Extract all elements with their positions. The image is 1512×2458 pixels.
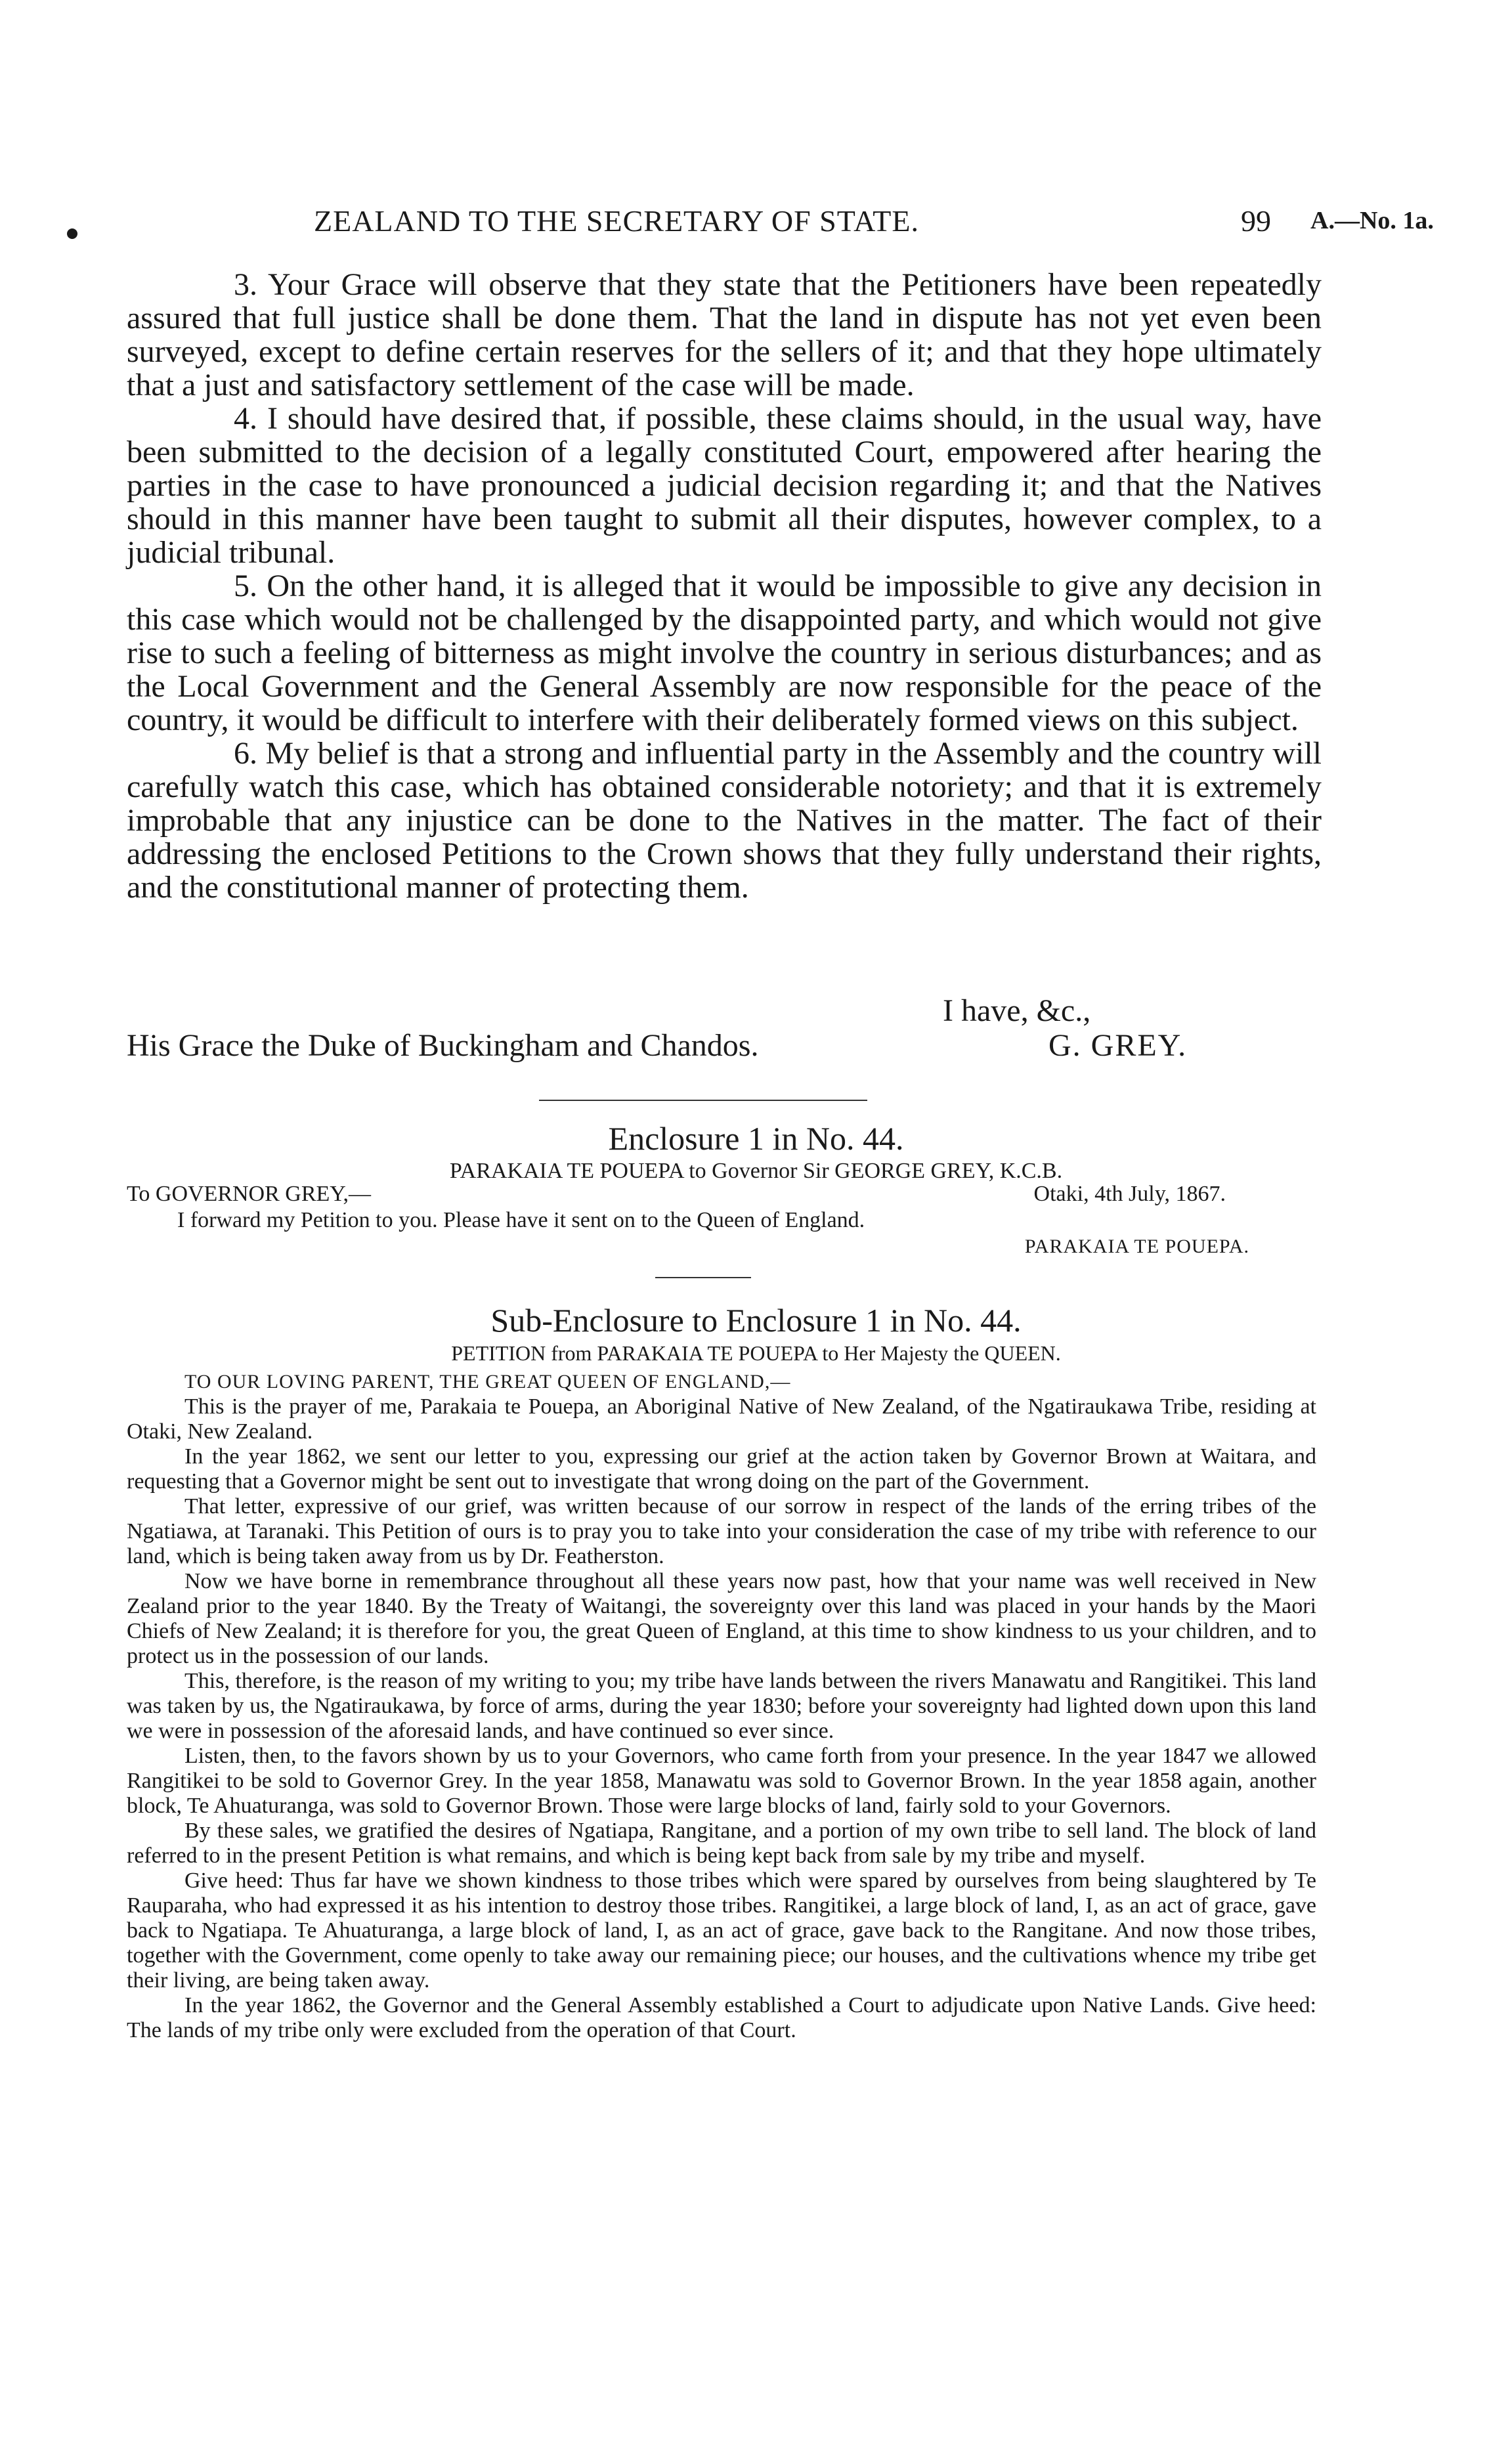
margin-dot [67, 228, 77, 239]
despatch-paragraph-4: 4. I should have desired that, if possible, these claims should, in the usual way, have been submitted to the decision of a legally constituted Court, empowered after hearing the parties in the case to have pronounced a judicial decision regarding it; and that the Natives should in this manner have been taught to submit all their disputes, however complex, to a judicial tribunal. [127, 401, 1322, 570]
petition-paragraph: This is the prayer of me, Parakaia te Pouepa, an Aboriginal Native of New Zealand, of the Ngatiraukawa Tribe, residing at Otaki, New Zealand. [127, 1394, 1316, 1444]
despatch-paragraph-5: 5. On the other hand, it is alleged that it would be impossible to give any decision in this case which would not be challenged by the disappointed party, and which would not give rise to such a feeling of bitterness as might involve the country in serious disturbances; and as the Local Government and the General Assembly are now responsible for the peace of the country, it would be difficult to interfere with their deliberately formed views on this subject. [127, 569, 1322, 737]
running-head: ZEALAND TO THE SECRETARY OF STATE. [314, 204, 919, 238]
enclosure-subtitle: PARAKAIA TE POUEPA to Governor Sir GEORGE GREY, K.C.B. [449, 1159, 1063, 1183]
document-reference: A.—No. 1a. [1310, 207, 1434, 234]
enclosure-title: Enclosure 1 in No. 44. [608, 1120, 904, 1157]
despatch-body [127, 268, 1322, 904]
petition-paragraph: In the year 1862, we sent our letter to you, expressing our grief at the action taken by Governor Brown at Waitara, and requesting that a Governor might be sent out to investigate that wrong doing on the part of the Government. [127, 1444, 1316, 1494]
petition-paragraph: This, therefore, is the reason of my writing to you; my tribe have lands between the rivers Manawatu and Rangitikei. This land was taken by us, the Ngatiraukawa, by force of arms, during the year 1830; before your sovereignty had lighted down upon this land we were in possession of the aforesaid lands, and have continued so ever since. [127, 1669, 1316, 1743]
despatch-paragraph-3: 3. Your Grace will observe that they state that the Petitioners have been repeatedly assured that full justice shall be done them. That the land in dispute has not yet even been surveyed, except to define certain reserves for the sellers of it; and that they hope ultimately that a just and satisfactory settlement of the case will be made. [127, 267, 1322, 402]
closing-formula: I have, &c., [943, 993, 1091, 1028]
petition-paragraph: That letter, expressive of our grief, was written because of our sorrow in respect of the lands of the erring tribes of the Ngatiawa, at Taranaki. This Petition of ours is to pray you to take into your consideration the case of my tribe with reference to our land, which is being taken away from us by Dr. Featherston. [127, 1494, 1316, 1568]
petition-body [127, 1369, 1316, 2043]
page-number: 99 [1241, 204, 1271, 238]
enclosure-recipient: To GOVERNOR GREY,— [127, 1182, 371, 1206]
sub-enclosure-subtitle: PETITION from PARAKAIA TE POUEPA to Her Majesty the QUEEN. [451, 1341, 1061, 1365]
petition-paragraph: Give heed: Thus far have we shown kindness to those tribes which were spared by ourselves from being slaughtered by Te Rauparaha, who had expressed it as his intention to destroy those tribes. Rangitikei, a large block of land, I, as an act of grace, gave back to Ngatiapa. Te Ahuaturanga, a large block of land, I, as an act of grace, gave back to the Rangitane. And now those tribes, together with the Government, come openly to take away our remaining piece; our houses, and the cultivations whence my tribe get their living, are being taken away. [127, 1868, 1316, 1993]
petition-salutation: TO OUR LOVING PARENT, THE GREAT QUEEN OF ENGLAND,— [184, 1371, 791, 1392]
enclosure-body: I forward my Petition to you. Please have it sent on to the Queen of England. [177, 1208, 865, 1232]
despatch-signature: G. GREY. [1048, 1028, 1188, 1063]
despatch-paragraph-6: 6. My belief is that a strong and influential party in the Assembly and the country will carefully watch this case, which has obtained considerable notoriety; and that it is extremely improbable that any injustice can be done to the Natives in the matter. The fact of their addressing the enclosed Petitions to the Crown shows that they fully understand their rights, and the constitutional manner of protecting them. [127, 736, 1322, 905]
enclosure-dateline: Otaki, 4th July, 1867. [1033, 1182, 1226, 1206]
page-header [0, 204, 1512, 243]
despatch-addressee: His Grace the Duke of Buckingham and Chandos. [127, 1028, 759, 1063]
petition-paragraph: In the year 1862, the Governor and the General Assembly established a Court to adjudicate upon Native Lands. Give heed: The lands of my tribe only were excluded from the operation of that Court. [127, 1993, 1316, 2042]
section-divider [539, 1100, 867, 1101]
petition-paragraph: Listen, then, to the favors shown by us to your Governors, who came forth from your presence. In the year 1847 we allowed Rangitikei to be sold to Governor Grey. In the year 1858, Manawatu was sold to Governor Brown. In the year 1858 again, another block, Te Ahuaturanga, was sold to Governor Brown. Those were large blocks of land, fairly sold to your Governors. [127, 1744, 1316, 1818]
short-divider [655, 1277, 751, 1278]
petition-paragraph: Now we have borne in remembrance throughout all these years now past, how that your name was well received in New Zealand prior to the year 1840. By the Treaty of Waitangi, the sovereignty over this land was placed in your hands by the Maori Chiefs of New Zealand; it is therefore for you, the great Queen of England, at this time to show kindness to us your children, and to protect us in the possession of our lands. [127, 1569, 1316, 1668]
petition-paragraph: By these sales, we gratified the desires of Ngatiapa, Rangitane, and a portion of my own tribe to sell land. The block of land referred to in the present Petition is what remains, and which is being kept back from sale by my tribe and myself. [127, 1819, 1316, 1868]
enclosure-signature: PARAKAIA TE POUEPA. [1024, 1236, 1249, 1257]
sub-enclosure-title: Sub-Enclosure to Enclosure 1 in No. 44. [490, 1302, 1022, 1339]
